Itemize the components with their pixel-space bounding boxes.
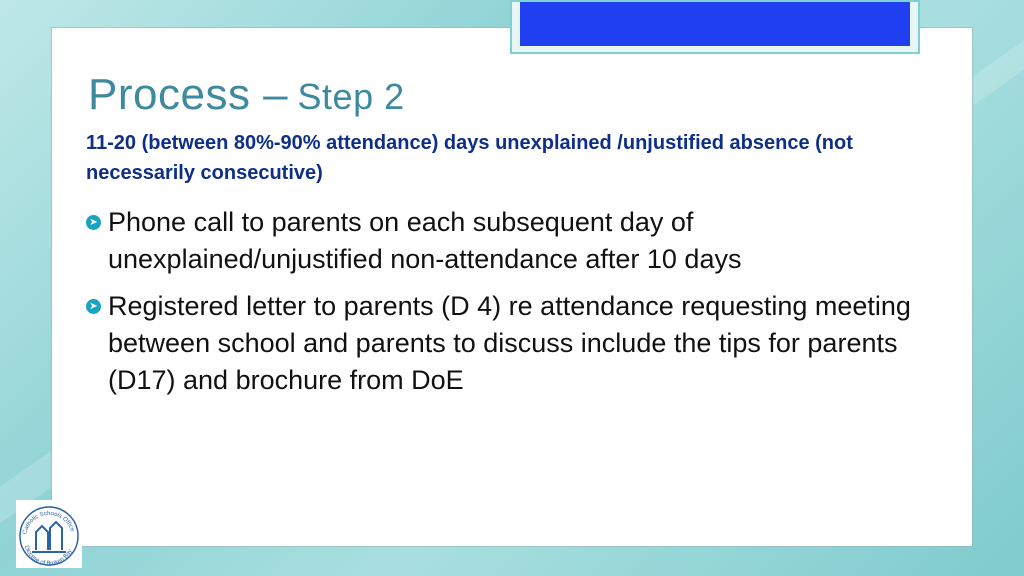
title-main: Process – <box>88 70 289 119</box>
bullet-list <box>86 204 916 409</box>
bullet-text: Phone call to parents on each subsequent day of unexplained/unjustified non-attendance after 10 days <box>108 207 742 274</box>
header-decoration-frame <box>510 0 920 54</box>
catholic-schools-office-logo <box>16 500 82 568</box>
logo-text: Catholic Schools Office <box>22 510 76 535</box>
arrow-circle-right-icon: ➤ <box>86 299 101 314</box>
svg-text:Diocese of Broken Bay: Diocese of Broken Bay <box>22 544 74 568</box>
slide-title <box>88 70 405 120</box>
bullet-text: Registered letter to parents (D 4) re attendance requesting meeting between school and parents to discuss include the tips for parents (D17) and brochure from DoE <box>108 291 911 395</box>
header-decoration-box <box>520 2 910 46</box>
arrow-circle-right-icon: ➤ <box>86 215 101 230</box>
title-step: Step 2 <box>297 76 405 117</box>
bullet-item <box>86 288 916 399</box>
bullet-item <box>86 204 916 278</box>
slide-subheading: 11-20 (between 80%-90% attendance) days unexplained /unjustified absence (not necessarily consecutive) <box>86 132 853 184</box>
